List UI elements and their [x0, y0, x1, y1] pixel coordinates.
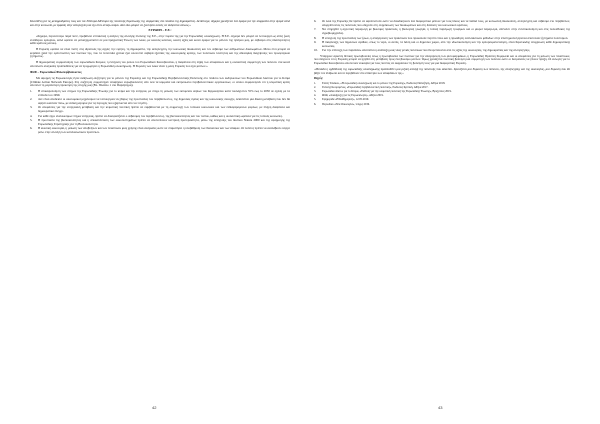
right-numbered-list — [314, 20, 570, 53]
source-item-text: Εφημερίδα «Η Καθημερινή», 12.05.2019. — [322, 98, 370, 102]
list-item-number: 5. — [30, 118, 33, 123]
source-item-number: 1. — [314, 81, 317, 85]
list-item — [30, 127, 290, 135]
source-item-number: 2. — [314, 86, 317, 90]
source-item — [314, 94, 570, 98]
sources-title: Πηγές: — [314, 76, 324, 81]
page-number-left: 42 — [152, 405, 157, 410]
source-item-number: 3. — [314, 90, 317, 94]
list-item-text: Η προστασία της βιοποικιλότητας και η αποκατάσταση των οικοσυστημάτων πρέπει να αποτελέσουν κεντρική προτεραιότητα, μέσω της ενίσχυσης του δικτύου Natura 2000 και της εφαρμογής της Ευρωπαϊκής Στρατηγικής για τη Βιοποικιλότητα. — [38, 118, 290, 126]
source-item — [314, 103, 570, 107]
left-paragraphs — [30, 35, 290, 69]
list-item-text: Να στηριχθεί η αγροτική παραγωγή με βιώσιμες πρακτικές, η βιολογική γεωργία, η τοπική παραγωγή τροφίμων και οι μικροί παραγωγοί, απέναντι στην εντατικοποίηση και στις πολυεθνικές της αγροβιομηχανίας. — [322, 27, 570, 36]
list-item-text: Η επικαιροποίηση των στόχων της Ευρωπαϊκής Ένωσης για το κλίμα και την ενέργεια, με στόχο τη μείωση των εκπομπών αερίων του θερμοκηπίου κατά τουλάχιστον 55% έως το 2030 σε σχέση με τα επίπεδα του 1990. — [38, 88, 290, 97]
source-item — [314, 86, 570, 90]
list-item-number: 1. — [30, 88, 33, 93]
source-item-number: 5. — [314, 98, 317, 102]
body-paragraph: Υπάρχουν αρκετές θετικές πρωτοβουλίες όπως η πρωτοβουλία των πολιτών για την απαγόρευση των φυτοφαρμάκων, η Ευρωπαϊκή Πράσινη Συμφωνία και οι αποφάσεις για τη μείωση των πλαστικών, που δείχνουν ότι η Ευρώπη μπορεί να ηγηθεί στη μετάβαση προς ένα βιώσιμο μέλλον. Όμως χρειάζεται πολιτική βούληση και συμμετοχή των πολιτών ώστε οι δεσμεύσεις να γίνουν πράξη. Οι εκλογές για το Ευρωπαϊκό Κοινοβούλιο αποτελούν ευκαιρία για τους πολίτες να εκφράσουν τη βούλησή τους για μια διαφορετική Ευρώπη. — [314, 53, 570, 66]
list-item-text: Δεν είναι αποδεκτό οι οικονομικοί μηχανισμοί να λειτουργούν εις βάρος της προστασίας του περιβάλλοντος, της δημόσιας υγείας και της κοινωνικής συνοχής. Απαιτείται μια δίκαιη μετάβαση που δεν θα αφήνει κανέναν πίσω, με ειδική μέριμνα για τις περιοχές που εξαρτώνται από τον λιγνίτη. — [38, 97, 290, 105]
list-item-text: Η κυκλική οικονομία, η μείωση των αποβλήτων και των πλαστικών μιας χρήσης είναι αναγκαίες ώστε να σταματήσει η υποβάθμιση των θαλασσών και των εδαφών. Οι πολίτες πρέπει να αναλάβουν ενεργό ρόλο στην αλλαγή των καταναλωτικών προτύπων. — [38, 126, 290, 135]
left-page-content — [30, 20, 290, 135]
subheading: ΦπΦ – Ευρωπαϊκοί Φιλοπερίβαλλοντες — [30, 70, 82, 75]
list-item — [314, 49, 570, 53]
list-item-number: 2. — [30, 97, 33, 102]
body-paragraph: «Σήμερα, περισσότερο παρά ποτέ, προβάλλει επιτακτική η ανάγκη της αλλαγής πλεύσης της Ε.Ε., στην πορεία της για την Ευρωπαϊκή ολοκλήρωση. Η Ε.Ε. σήμερα δεν μπορεί να λειτουργεί ως απλή ζώνη ελεύθερου εμπορίου, αλλά οφείλει να μετασχηματιστεί σε μια πραγματική Ένωση των λαών, με κοινούς κανόνες, κοινές αξίες και κοινό όραμα για το μέλλον της ηπείρου μας, με σεβασμό στις ιδιαιτερότητες κάθε κράτους μέλους. — [30, 33, 290, 46]
source-item-text: Γιάννης Κουρεμένος, «Ευρωπαϊκή περιβαλλοντική πολιτική», Εκδόσεις Κριτική, Αθήνα 2017. — [322, 86, 429, 90]
list-item-text: Η ενίσχυση της προστασίας των ζώων, η απαγόρευση των πρακτικών που προκαλούν περιττό πόνο και η προώθηση εναλλακτικών μεθόδων στην επιστημονική έρευνα αποτελούν ζητήματα πολιτισμού. — [322, 35, 569, 40]
right-page — [300, 0, 600, 424]
intro-quote: Κλεισθένη για τις μεταρρυθμίσεις τους και τον Νέστορα-Μέντορα της πολιτικής θεμελίωσης της ισορροπίας στο πλαίσιο της δημοκρατίας. Αντίστοιχα, σήμερα χρειάζεται ένα όραμα για την ισορροπία στην αγορά αλλά και στην κοινωνία, με έμφαση στην αλληλεγγύη και όχι στον ανταγωνισμό. Από εδώ μπορεί να ξεκινήσει κανείς να σκέφτεται αλλιώς.» — [30, 19, 290, 27]
body-paragraph: Η Ευρώπη οφείλει να είναι πιστή στις ιδρυτικές της αρχές: την ειρήνη, τη δημοκρατία, την αλληλεγγύη, την κοινωνική δικαιοσύνη και τον σεβασμό των ανθρωπίνων δικαιωμάτων. Μόνο έτσι μπορεί να κερδίσει ξανά την εμπιστοσύνη των πολιτών της, που τα τελευταία χρόνια έχει κλονιστεί σοβαρά εξαιτίας της οικονομικής κρίσης, των πολιτικών λιτότητας και της αδυναμίας διαχείρισης του προσφυγικού ζητήματος. — [30, 46, 290, 59]
list-item-number: 3. — [30, 105, 33, 110]
right-paragraphs — [314, 55, 570, 66]
source-item — [314, 98, 570, 102]
sources-list — [314, 82, 570, 106]
source-item-text: Ελένη Τσιάκου, «Η ευρωπαϊκή ολοκλήρωση και το μέλλον της Ευρώπης», Εκδόσεις Παπαζήση, Αθήνα 2018. — [322, 81, 446, 85]
source-item-text: Ευρωπαϊκό Δίκτυο για το Κλίμα, «Έκθεση για την κλιματική πολιτική της Ευρωπαϊκής Ένωσης», Βρυξέλλες 2019. — [322, 90, 452, 94]
list-item-number: 6. — [30, 126, 33, 131]
section-title: ΕΥΡΩΠΗ – Ε.Ε.: — [148, 28, 172, 33]
source-item-number: 4. — [314, 94, 317, 98]
list-item-number: 10. — [314, 48, 318, 53]
subheading-paragraph: Με αφορμή τις Ευρωεκλογές έγινε εκδήλωση-συζήτηση για το μέλλον της Ευρώπης και της Ευρωπαϊκής Περιβαλλοντικής Πολιτικής στο πλαίσιο των εκδηλώσεων του Ευρωπαϊκού Δικτύου για το Κλίμα (Climate Action Network Europe). Στη συζήτηση συμμετείχαν υποψήφιοι ευρωβουλευτές από όλα τα κόμματα και εκπρόσωποι περιβαλλοντικών οργανώσεων, οι οποίοι συμφώνησαν ότι η κλιματική κρίση αποτελεί τη μεγαλύτερη πρόκληση της εποχής μας (Βλ. Πλαίσιο 1 στο Παράρτημα). — [30, 75, 290, 88]
list-item-number: 7. — [314, 27, 317, 32]
list-item-text: Οι αποφάσεις για την ενεργειακή μετάβαση και την κλιματική πολιτική πρέπει να λαμβάνονται με τη συμμετοχή των τοπικών κοινωνιών και των ενδιαφερόμενων φορέων, με πλήρη διαφάνεια και δημοκρατικό έλεγχο. — [38, 105, 290, 114]
source-item-number: 6. — [314, 102, 317, 106]
list-item-text: Οι λαοί της Ευρώπης θα πρέπει να αφυπνιστούν ώστε να διεκδικήσουν ένα διαφορετικό μέλλον για τους ίδιους και τα παιδιά τους, με κοινωνική δικαιοσύνη, αλληλεγγύη και σεβασμό στο περιβάλλον, απορρίπτοντας τις πολιτικές που οδηγούν στη συρρίκνωση των δικαιωμάτων και στη διάλυση του κοινωνικού κράτους. — [322, 19, 570, 27]
body-paragraph: Η δημοκρατική νομιμοποίηση των ευρωπαϊκών θεσμών, η ενίσχυση του ρόλου του Ευρωπαϊκού Κοινοβουλίου, η διαφάνεια στη λήψη των αποφάσεων και η ουσιαστική συμμετοχή των πολιτών στα κοινά αποτελούν αναγκαίες προϋποθέσεις για να προχωρήσει η Ευρωπαϊκή ολοκλήρωση. Η Ευρώπη των λαών είναι η μόνη Ευρώπη που έχει μέλλον.» — [30, 59, 290, 68]
source-item-text: ΦπΦ, «Διακήρυξη για τις Ευρωεκλογές», Αθήνα 2019. — [322, 94, 384, 98]
right-page-content — [314, 20, 570, 106]
closing-quote: «Μονάδα η εμβάθυνση της ευρωπαϊκής ολοκλήρωσης προϋποθέτει μια ριζική αλλαγή της πολιτικής που ασκείται. Χρειάζεται μια Ευρώπη των πολιτών, της αλληλεγγύης και της οικολογίας, μια Ευρώπη που θα βάζει τον άνθρωπο και το περιβάλλον στο επίκεντρο των αποφάσεων της.» — [314, 66, 570, 75]
source-item — [314, 90, 570, 94]
source-item — [314, 82, 570, 86]
list-item-text: Η διαφύλαξη των δημόσιων αγαθών, όπως το νερό, οι ακτές, τα δάση και οι δημόσιοι χώροι, από την ιδιωτικοποίηση και την εμπορευματοποίηση, είναι θεμελιώδης υποχρέωση κάθε δημοκρατικής κοινωνίας. — [322, 39, 570, 48]
list-item-text: Για κάθε έργο ανανεώσιμων πηγών ενέργειας, πρέπει να διασφαλίζεται ο σεβασμός του περιβάλλοντος, της βιοποικιλότητας και του τοπίου, καθώς και η ουσιαστική ωφέλεια για τις τοπικές κοινωνίες. — [38, 113, 283, 118]
source-item-text: Περιοδικό «Νέα Οικολογία», τεύχος 2019. — [322, 102, 370, 106]
list-item-text: Για την επίτευξη των παραπάνω απαιτείται η ανάδειξη μιας νέας γενιάς πολιτικών που θα εμπνέονται από τις αξίες της οικολογίας, της δημοκρατίας και της αλληλεγγύης. — [322, 48, 531, 53]
list-item-number: 9. — [314, 39, 317, 44]
list-item-number: 6. — [314, 19, 317, 23]
page-number-right: 43 — [438, 405, 443, 410]
list-item-number: 4. — [30, 113, 33, 118]
left-numbered-list — [30, 90, 290, 135]
list-item-number: 8. — [314, 35, 317, 40]
